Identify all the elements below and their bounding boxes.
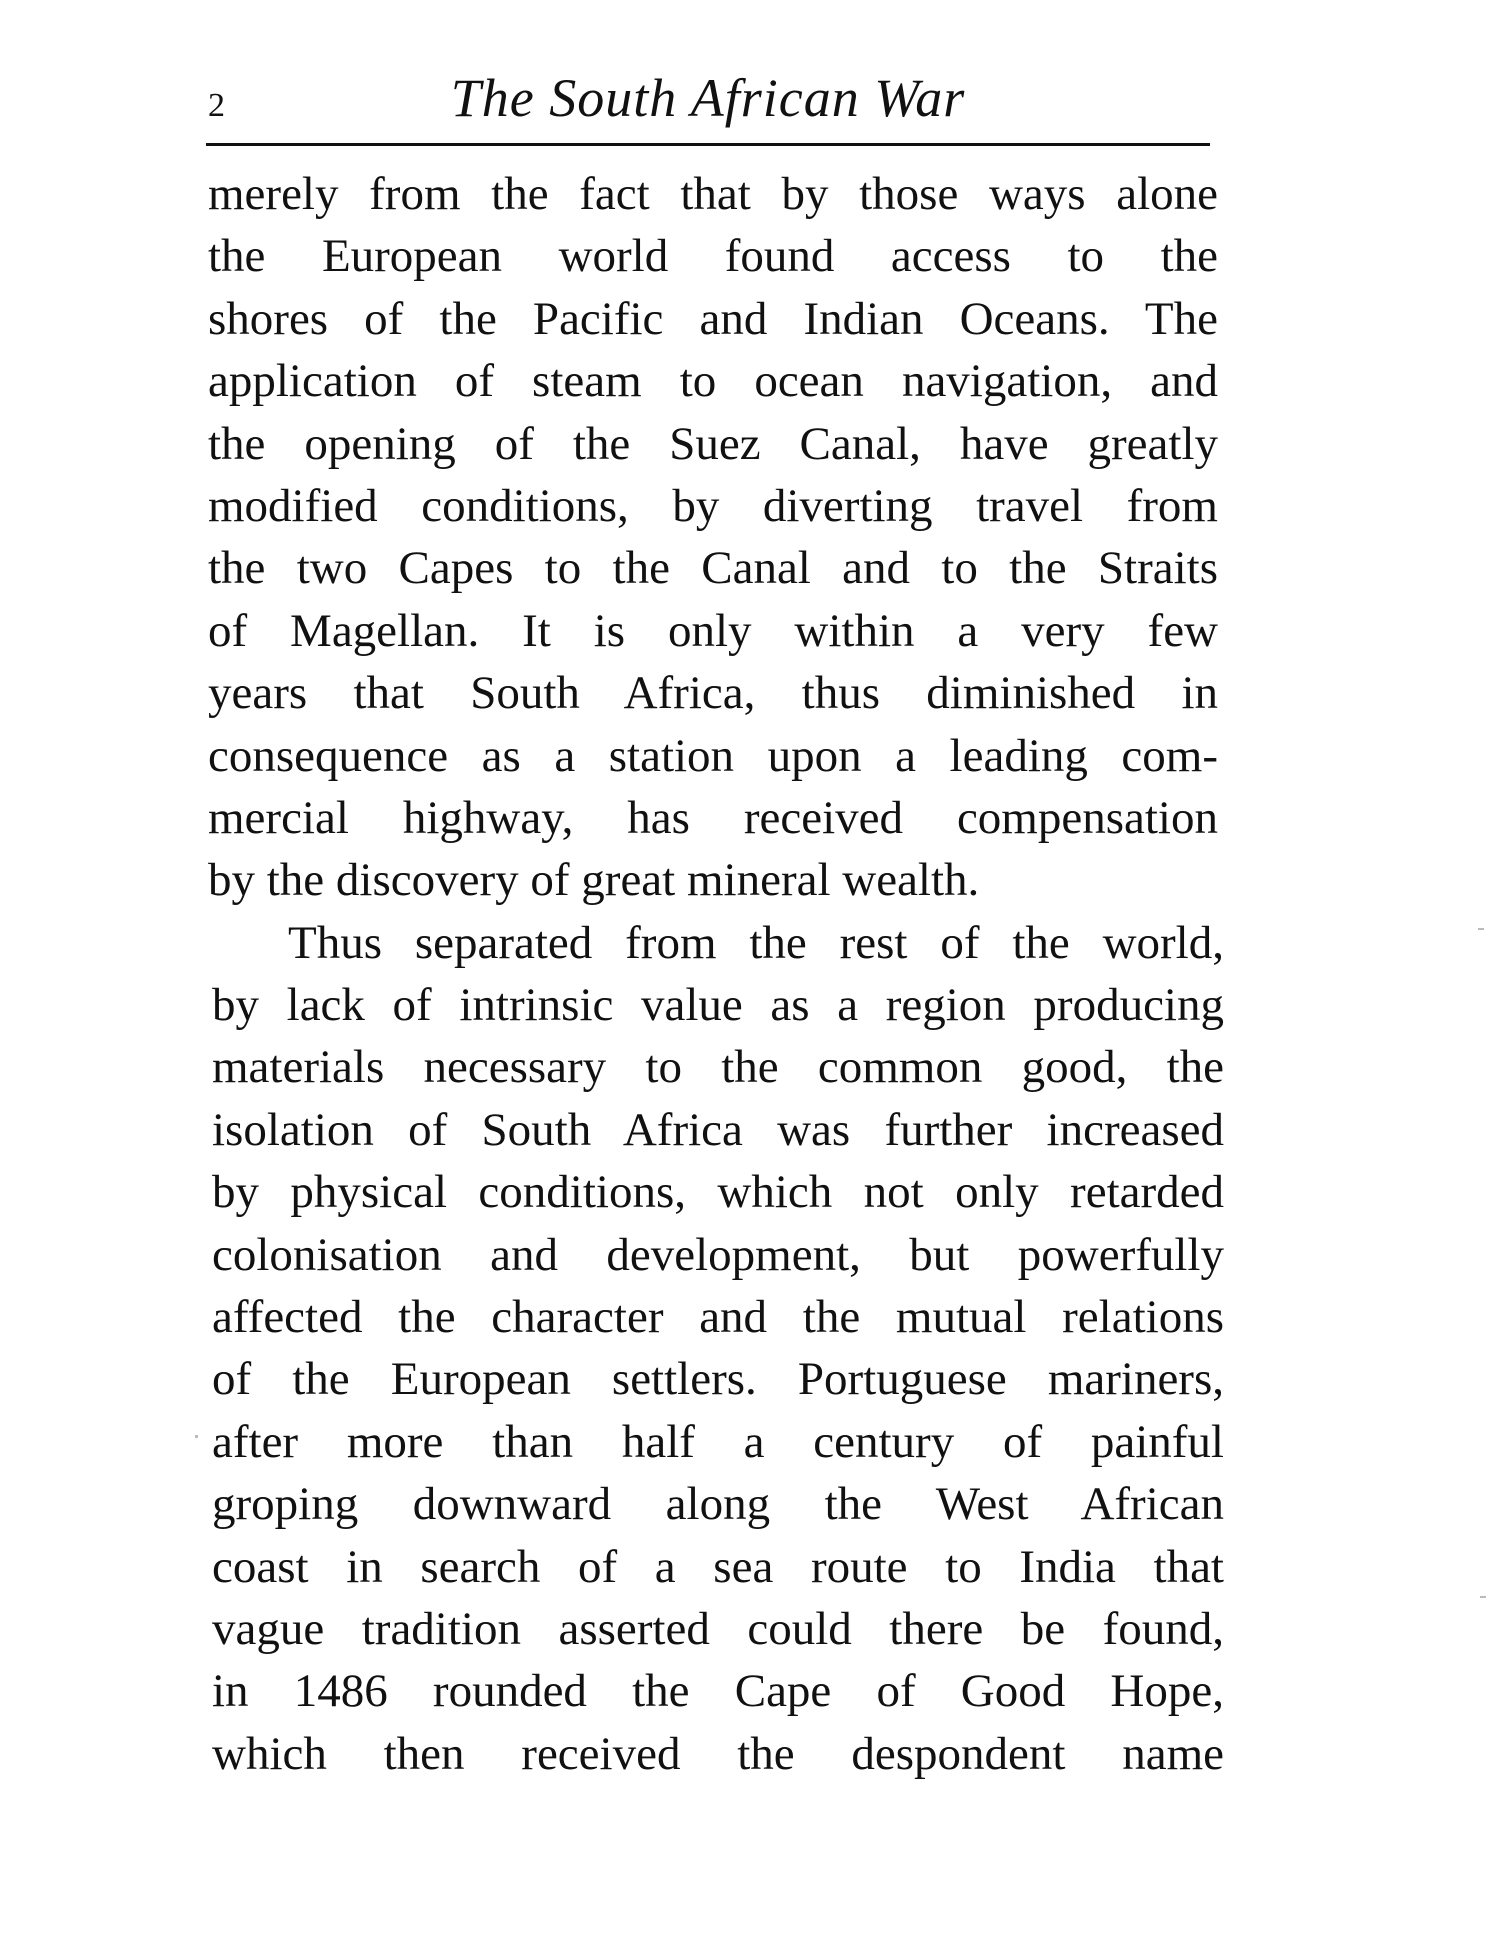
body-text: [208, 163, 1224, 1785]
scan-speck: [1480, 1596, 1486, 1598]
text-line: affected the character and the mutual relations: [212, 1291, 1224, 1344]
text-line: merely from the fact that by those ways alone: [208, 168, 1218, 220]
text-line: coast in search of a sea route to India that: [212, 1540, 1224, 1593]
scan-speck: [195, 1435, 198, 1438]
text-line: groping downward along the West African: [212, 1478, 1224, 1531]
text-line: by lack of intrinsic value as a region producing: [212, 979, 1224, 1032]
text-line: mercial highway, has received compensation: [208, 791, 1218, 844]
page-number: 2: [208, 87, 225, 124]
running-title: The South African War: [450, 68, 966, 128]
text-line: Thus separated from the rest of the world,: [288, 916, 1224, 969]
text-line: colonisation and development, but powerfully: [212, 1228, 1224, 1281]
scan-speck: [1478, 928, 1484, 930]
header-rule: [206, 143, 1210, 146]
text-line: consequence as a station upon a leading com-: [208, 729, 1218, 782]
text-line: the opening of the Suez Canal, have greatly: [208, 417, 1218, 470]
text-line: in 1486 rounded the Cape of Good Hope,: [212, 1665, 1224, 1718]
text-line: materials necessary to the common good, the: [212, 1041, 1224, 1094]
text-line: vague tradition asserted could there be found,: [212, 1602, 1224, 1655]
text-line: shores of the Pacific and Indian Oceans. The: [208, 292, 1218, 345]
text-line: by physical conditions, which not only retarded: [212, 1166, 1224, 1219]
text-line: modified conditions, by diverting travel from: [208, 479, 1218, 532]
text-line: after more than half a century of painful: [212, 1415, 1224, 1468]
text-line: of Magellan. It is only within a very few: [208, 604, 1218, 657]
text-line: isolation of South Africa was further increased: [212, 1103, 1224, 1156]
text-line: the two Capes to the Canal and to the Straits: [208, 542, 1218, 595]
text-line: application of steam to ocean navigation, and: [208, 355, 1218, 408]
text-line: which then received the despondent name: [212, 1727, 1224, 1780]
page-header: [208, 56, 1208, 136]
text-line: years that South Africa, thus diminished in: [208, 667, 1218, 720]
text-line: the European world found access to the: [208, 230, 1218, 283]
text-line: of the European settlers. Portuguese mariners,: [212, 1353, 1224, 1406]
text-line: by the discovery of great mineral wealth.: [208, 854, 980, 907]
